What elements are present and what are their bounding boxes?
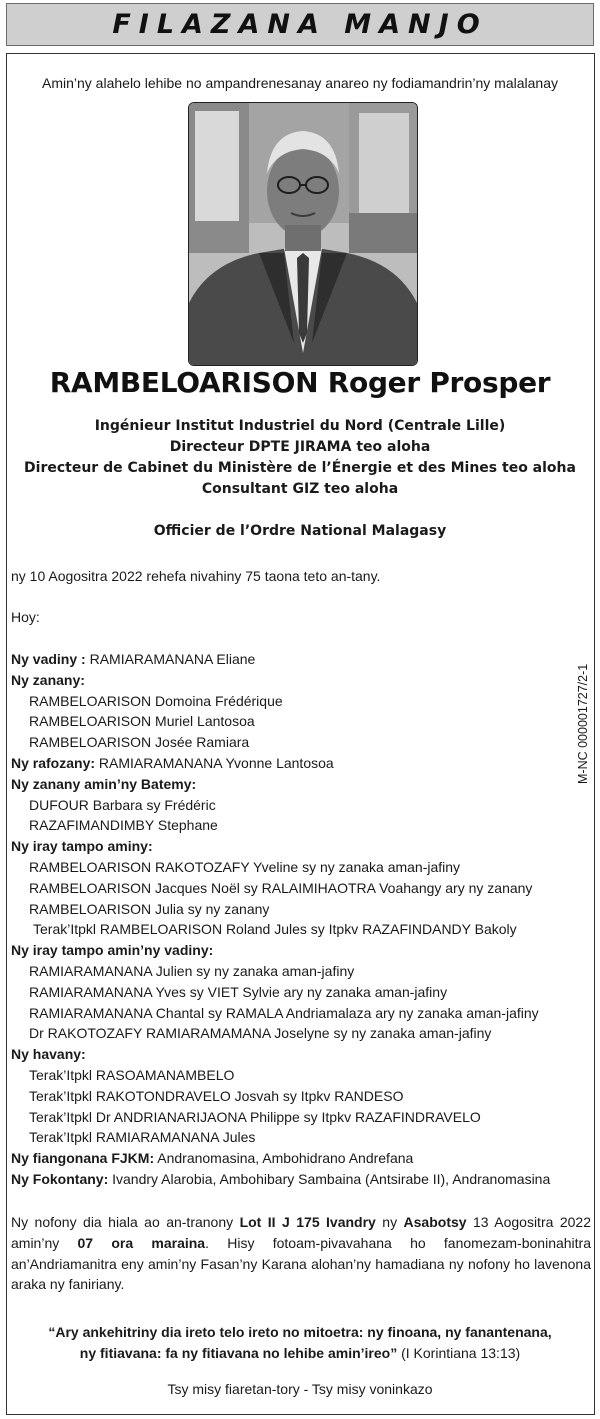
- quote-line: ny fitiavana: fa ny fitiavana no lehibe amin’ireo”: [79, 1345, 398, 1361]
- header-title: FILAZANA MANJO: [112, 9, 488, 40]
- burial-paragraph: [11, 1212, 591, 1295]
- reference-number: M-NC 000001727/2-1: [576, 663, 590, 784]
- list-item: RAMBELOARISON Domoina Frédérique: [29, 692, 283, 709]
- portrait-photo: [188, 102, 418, 366]
- deceased-name: RAMBELOARISON Roger Prosper: [49, 366, 551, 399]
- family-value: RAMIARAMANANA Yvonne Lantosoa: [95, 754, 334, 771]
- family-row: [11, 670, 550, 691]
- burial-text: ny: [375, 1214, 404, 1230]
- list-item: RAMIARAMANANA Yves sy VIET Sylvie ary ny zanaka aman-jafiny: [29, 983, 448, 1000]
- list-item: RAMBELOARISON Josée Ramiara: [29, 734, 250, 751]
- family-label: Ny havany:: [11, 1046, 86, 1063]
- intro-text: Amin’ny alahelo lehibe no ampandrenesanay anareo ny fodiamandrin’ny malalanay: [42, 75, 558, 91]
- family-row: [11, 753, 550, 774]
- quote-reference: (I Korintiana 13:13): [397, 1345, 521, 1361]
- burial-text: 13 Aogositra 2022 amin’ny: [11, 1214, 591, 1251]
- list-item: Terak’Itpkl Dr ANDRIANARIJAONA Philippe sy Itpkv RAZAFINDRAVELO: [29, 1108, 481, 1125]
- order-title: Officier de l’Ordre National Malagasy: [153, 523, 447, 539]
- portrait-photo-icon: [189, 103, 417, 365]
- family-value: Ivandry Alarobia, Ambohibary Sambaina (Antsirabe II), Andranomasina: [108, 1170, 551, 1187]
- burial-text: . Hisy fotoam-pivavahana ho fanomezam-boninahitra an’Andriamanitra eny amin’ny Fasan’ny Karana alohan’ny hamadiana ny nofony ho lavenona araka ny faniriany.: [11, 1234, 591, 1293]
- family-label: Ny iray tampo amin’ny vadiny:: [11, 942, 214, 959]
- list-item: RAZAFIMANDIMBY Stephane: [29, 817, 218, 834]
- family-label: Ny vadiny :: [11, 651, 86, 667]
- list-item: RAMBELOARISON RAKOTOZAFY Yveline sy ny zanaka aman-jafiny: [29, 858, 461, 875]
- quote-line: “Ary ankehitriny dia ireto telo ireto no mitoetra: ny finoana, ny fanantenana,: [48, 1324, 552, 1340]
- family-label: Ny fiangonana FJKM:: [11, 1150, 155, 1167]
- family-value: Andranomasina, Ambohidrano Andrefana: [154, 1150, 414, 1167]
- burial-day: Asabotsy: [403, 1214, 467, 1230]
- family-list: [11, 649, 550, 1190]
- list-item: RAMBELOARISON Julia sy ny zanany: [29, 900, 270, 917]
- list-item: Terak’Itpkl RASOAMANAMBELO: [29, 1066, 235, 1083]
- family-label: Ny iray tampo aminy:: [11, 838, 153, 855]
- death-line: ny 10 Aogositra 2022 rehefa nivahiny 75 taona teto an-tany.: [11, 568, 381, 584]
- title-line: Directeur de Cabinet du Ministère de l’Énergie et des Mines teo aloha: [24, 460, 576, 476]
- list-item: DUFOUR Barbara sy Frédéric: [29, 796, 216, 813]
- list-item: RAMBELOARISON Muriel Lantosoa: [29, 713, 255, 730]
- family-label: Ny Fokontany:: [11, 1170, 109, 1187]
- footer-note: Tsy misy fiaretan-tory - Tsy misy voninkazo: [167, 1381, 433, 1397]
- burial-time: 07 ora maraina: [77, 1234, 206, 1251]
- family-label: Ny zanany:: [11, 671, 85, 688]
- title-line: Consultant GIZ teo aloha: [201, 481, 399, 497]
- list-item: RAMIARAMANANA Julien sy ny zanaka aman-jafiny: [29, 962, 355, 979]
- list-item: RAMIARAMANANA Chantal sy RAMALA Andriamalaza ary ny zanaka aman-jafiny: [29, 1004, 539, 1021]
- family-row: [11, 774, 550, 795]
- family-row: [11, 1148, 550, 1169]
- burial-location: Lot II J 175 Ivandry: [239, 1214, 376, 1230]
- family-row: [11, 1044, 550, 1065]
- family-label: Ny zanany amin’ny Batemy:: [11, 775, 197, 792]
- family-row: [11, 649, 550, 670]
- burial-text: Ny nofony dia hiala ao an-tranony: [11, 1214, 240, 1230]
- list-item: Terak’Itpkl RAMBELOARISON Roland Jules sy Itpkv RAZAFINDANDY Bakoly: [33, 921, 517, 938]
- list-item: RAMBELOARISON Jacques Noël sy RALAIMIHAOTRA Voahangy ary ny zanany: [29, 879, 533, 896]
- family-row: [11, 940, 550, 961]
- list-item: Terak’Itpkl RAMIARAMANANA Jules: [29, 1129, 256, 1146]
- list-item: Dr RAKOTOZAFY RAMIARAMAMANA Joselyne sy ny zanaka aman-jafiny: [29, 1025, 492, 1042]
- title-line: Ingénieur Institut Industriel du Nord (Centrale Lille): [94, 418, 506, 434]
- family-value: RAMIARAMANANA Eliane: [85, 651, 256, 667]
- notice-header: [6, 3, 594, 46]
- titles-block: [0, 416, 600, 500]
- title-line: Directeur DPTE JIRAMA teo aloha: [169, 439, 431, 455]
- family-row: [11, 1169, 550, 1190]
- hoy-label: Hoy:: [11, 609, 40, 625]
- family-row: [11, 836, 550, 857]
- bible-quote: [0, 1322, 600, 1364]
- list-item: Terak’Itpkl RAKOTONDRAVELO Josvah sy Itpkv RANDESO: [29, 1087, 404, 1104]
- family-label: Ny rafozany:: [11, 754, 96, 771]
